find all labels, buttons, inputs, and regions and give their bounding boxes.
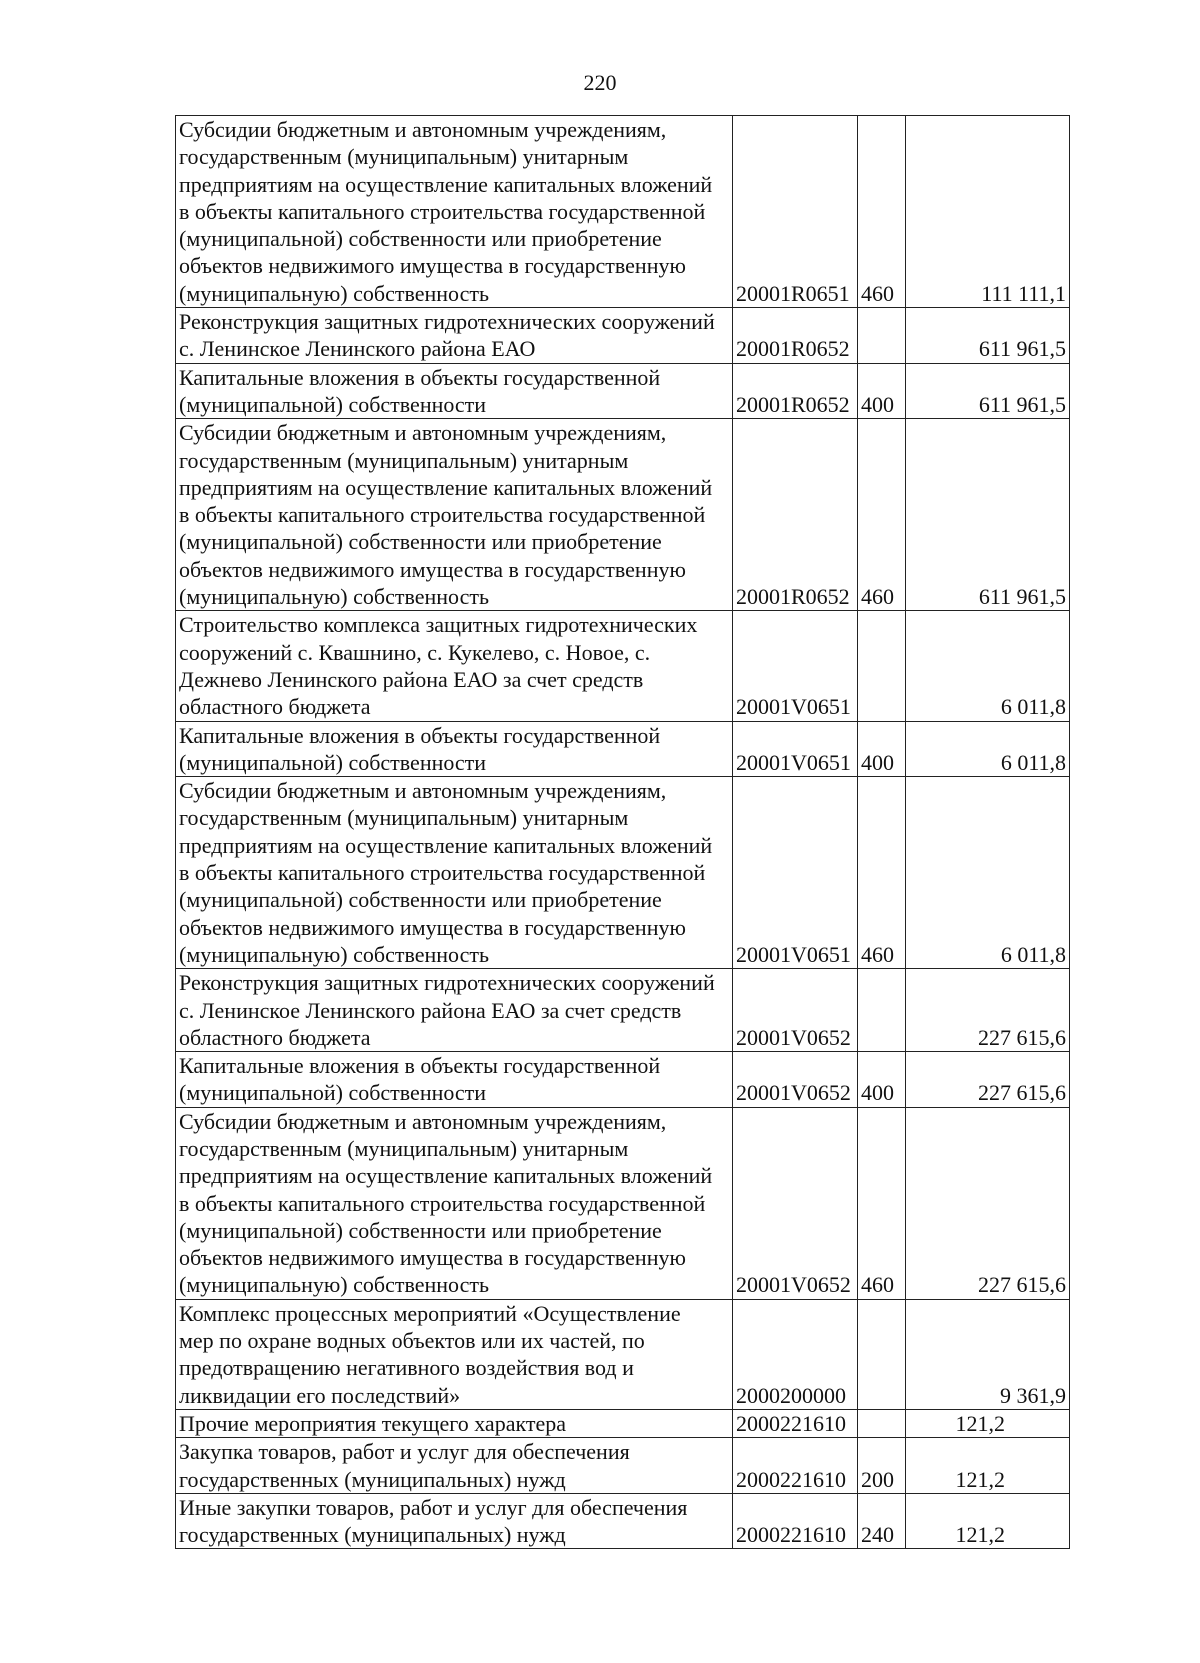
table-row xyxy=(176,1299,1070,1409)
row-amount: 9 361,9 xyxy=(906,1299,1070,1409)
row-amount: 6 011,8 xyxy=(906,721,1070,777)
row-description: Субсидии бюджетным и автономным учреждениям, государственным (муниципальным) унитарным предприятиям на осуществление капитальных вложений в объекты капитального строительства государственной (муниципальной) собственности или приобретение объектов недвижимого имущества в государственную (муниципальную) собственность xyxy=(176,116,733,308)
row-description: Закупка товаров, работ и услуг для обеспечения государственных (муниципальных) нужд xyxy=(176,1438,733,1494)
row-amount: 227 615,6 xyxy=(906,1107,1070,1299)
budget-table-body xyxy=(176,116,1070,1549)
budget-table xyxy=(175,115,1070,1549)
table-row xyxy=(176,1107,1070,1299)
row-code: 20001R0651 xyxy=(733,116,858,308)
table-row xyxy=(176,1052,1070,1108)
row-description: Комплекс процессных мероприятий «Осуществление мер по охране водных объектов или их частей, по предотвращению негативного воздействия вод и ликвидации его последствий» xyxy=(176,1299,733,1409)
row-expense-type: 240 xyxy=(858,1493,906,1549)
row-code: 20001V0651 xyxy=(733,721,858,777)
row-code: 20001R0652 xyxy=(733,308,858,364)
row-amount: 227 615,6 xyxy=(906,1052,1070,1108)
table-row xyxy=(176,419,1070,611)
row-description: Прочие мероприятия текущего характера xyxy=(176,1409,733,1437)
row-description: Реконструкция защитных гидротехнических сооружений с. Ленинское Ленинского района ЕАО за счет средств областного бюджета xyxy=(176,969,733,1052)
row-amount: 111 111,1 xyxy=(906,116,1070,308)
table-row xyxy=(176,363,1070,419)
row-amount: 611 961,5 xyxy=(906,363,1070,419)
row-code: 20001V0652 xyxy=(733,969,858,1052)
row-expense-type: 200 xyxy=(858,1438,906,1494)
table-row xyxy=(176,116,1070,308)
row-amount: 611 961,5 xyxy=(906,419,1070,611)
table-row xyxy=(176,721,1070,777)
row-code: 20001V0652 xyxy=(733,1107,858,1299)
row-description: Субсидии бюджетным и автономным учреждениям, государственным (муниципальным) унитарным предприятиям на осуществление капитальных вложений в объекты капитального строительства государственной (муниципальной) собственности или приобретение объектов недвижимого имущества в государственную (муниципальную) собственность xyxy=(176,777,733,969)
row-code: 20001R0652 xyxy=(733,363,858,419)
row-expense-type: 460 xyxy=(858,116,906,308)
row-code: 20001V0651 xyxy=(733,611,858,721)
row-amount: 121,2 xyxy=(906,1438,1070,1494)
row-description: Строительство комплекса защитных гидротехнических сооружений с. Квашнино, с. Кукелево, с. Новое, с. Дежнево Ленинского района ЕАО за счет средств областного бюджета xyxy=(176,611,733,721)
row-expense-type: 460 xyxy=(858,777,906,969)
row-description: Субсидии бюджетным и автономным учреждениям, государственным (муниципальным) унитарным предприятиям на осуществление капитальных вложений в объекты капитального строительства государственной (муниципальной) собственности или приобретение объектов недвижимого имущества в государственную (муниципальную) собственность xyxy=(176,1107,733,1299)
row-amount: 121,2 xyxy=(906,1493,1070,1549)
row-expense-type: 460 xyxy=(858,1107,906,1299)
table-row xyxy=(176,611,1070,721)
row-amount: 121,2 xyxy=(906,1409,1070,1437)
row-description: Капитальные вложения в объекты государственной (муниципальной) собственности xyxy=(176,721,733,777)
table-row xyxy=(176,777,1070,969)
row-code: 20001V0651 xyxy=(733,777,858,969)
row-code: 20001V0652 xyxy=(733,1052,858,1108)
row-amount: 6 011,8 xyxy=(906,611,1070,721)
table-row xyxy=(176,969,1070,1052)
row-expense-type xyxy=(858,1409,906,1437)
row-expense-type: 400 xyxy=(858,721,906,777)
row-description: Капитальные вложения в объекты государственной (муниципальной) собственности xyxy=(176,363,733,419)
row-amount: 227 615,6 xyxy=(906,969,1070,1052)
row-description: Иные закупки товаров, работ и услуг для обеспечения государственных (муниципальных) нужд xyxy=(176,1493,733,1549)
row-description: Реконструкция защитных гидротехнических сооружений с. Ленинское Ленинского района ЕАО xyxy=(176,308,733,364)
row-expense-type xyxy=(858,1299,906,1409)
row-expense-type xyxy=(858,611,906,721)
row-code: 2000221610 xyxy=(733,1493,858,1549)
row-code: 2000221610 xyxy=(733,1438,858,1494)
page-number: 220 xyxy=(583,70,617,95)
row-expense-type: 400 xyxy=(858,363,906,419)
row-expense-type: 400 xyxy=(858,1052,906,1108)
row-description: Субсидии бюджетным и автономным учреждениям, государственным (муниципальным) унитарным предприятиям на осуществление капитальных вложений в объекты капитального строительства государственной (муниципальной) собственности или приобретение объектов недвижимого имущества в государственную (муниципальную) собственность xyxy=(176,419,733,611)
row-expense-type xyxy=(858,308,906,364)
table-row xyxy=(176,1409,1070,1437)
row-code: 2000200000 xyxy=(733,1299,858,1409)
row-code: 20001R0652 xyxy=(733,419,858,611)
row-code: 2000221610 xyxy=(733,1409,858,1437)
row-expense-type: 460 xyxy=(858,419,906,611)
row-description: Капитальные вложения в объекты государственной (муниципальной) собственности xyxy=(176,1052,733,1108)
row-amount: 611 961,5 xyxy=(906,308,1070,364)
table-row xyxy=(176,1438,1070,1494)
table-row xyxy=(176,1493,1070,1549)
row-amount: 6 011,8 xyxy=(906,777,1070,969)
row-expense-type xyxy=(858,969,906,1052)
table-row xyxy=(176,308,1070,364)
